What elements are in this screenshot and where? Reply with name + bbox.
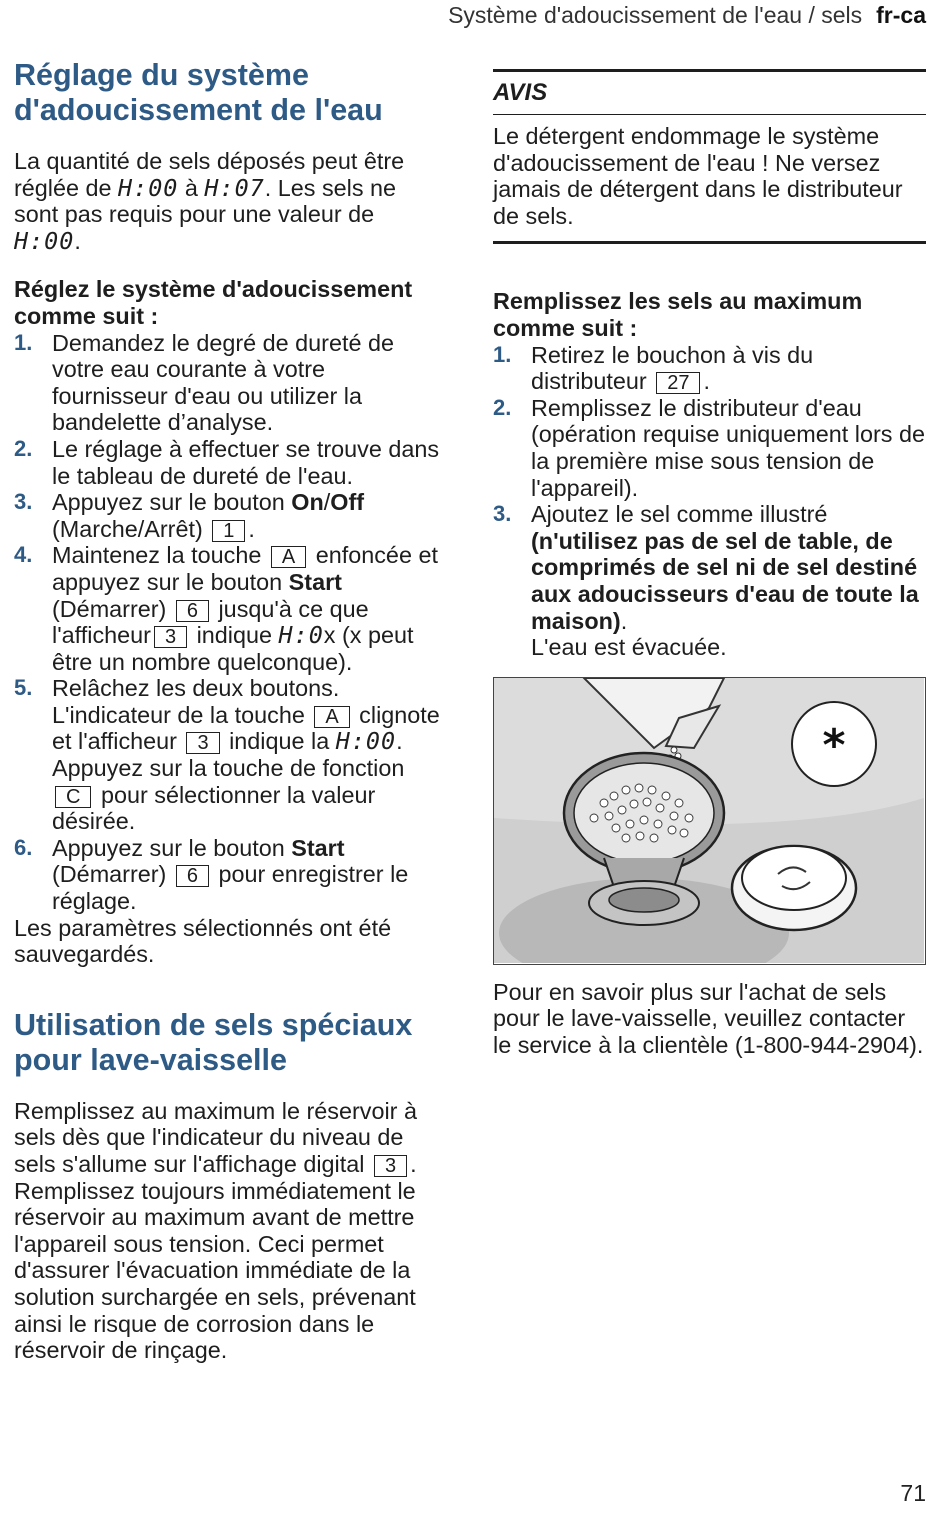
key-reference-box: A: [271, 546, 306, 568]
display-code: H:00: [118, 173, 179, 202]
refill-steps-list: [493, 342, 926, 661]
step-item: 4. Maintenez la touche A enfoncée et appuyez sur le bouton Start (Démarrer) 6 jusqu'à ce que l'afficheur 3 indique H:0x (x peut être un nombre quelconque).: [14, 542, 438, 675]
step-number: 6.: [14, 834, 33, 860]
key-reference-box: 3: [374, 1155, 407, 1177]
step-item: 3. Ajoutez le sel comme illustré (n'utilisez pas de sel de table, de comprimés de sel ni de sel destiné aux adoucisseurs d'eau de toute la maison). L'eau est évacuée.: [493, 501, 919, 661]
running-header: [448, 2, 926, 29]
key-reference-box: 3: [186, 732, 219, 754]
step-number: 3.: [14, 489, 33, 515]
step-number: 4.: [14, 542, 33, 568]
asterisk-symbol: *: [822, 719, 846, 771]
procedure-lead: Réglez le système d'adoucissement comme suit :: [14, 276, 413, 329]
display-code: H:00: [14, 226, 75, 255]
key-reference-box: 1: [212, 520, 245, 542]
header-language-code: fr-ca: [876, 2, 926, 28]
settings-steps-list: [14, 330, 446, 915]
step-item: 2. Le réglage à effectuer se trouve dans le tableau de dureté de l'eau.: [14, 435, 440, 489]
purchase-info: Pour en savoir plus sur l'achat de sels pour le lave-vaisselle, veuillez contacter le service à la clientèle (1-800-944-2904).: [493, 978, 924, 1058]
step-number: 2.: [493, 394, 512, 420]
step-item: 5. Relâchez les deux boutons. L'indicateur de la touche A clignote et l'afficheur 3 indique la H:00. Appuyez sur la touche de fonction C pour sélectionner la valeur désirée.: [14, 675, 440, 835]
notice-text: Le détergent endommage le système d'adoucissement de l'eau ! Ne versez jamais de détergent dans le distributeur de sels.: [493, 123, 903, 229]
notice-title: AVIS: [493, 78, 926, 115]
refill-procedure-lead: Remplissez les sels au maximum comme suit :: [493, 288, 863, 341]
key-reference-box: 3: [154, 626, 187, 648]
header-section-title: Système d'adoucissement de l'eau / sels: [448, 2, 863, 28]
step-item: 2. Remplissez le distributeur d'eau (opération requise uniquement lors de la première mise sous tension de l'appareil).: [493, 394, 925, 501]
section-title-water-softener: Réglage du système d'adoucissement de l'eau: [14, 58, 383, 127]
intro-paragraph: La quantité de sels déposés peut être réglée de H:00 à H:07. Les sels ne sont pas requis pour une valeur de H:00.: [14, 148, 405, 255]
step-number: 5.: [14, 675, 33, 701]
section-title-special-salts: Utilisation de sels spéciaux pour lave-vaisselle: [14, 1007, 413, 1077]
key-reference-box: A: [314, 706, 349, 728]
key-reference-box: 6: [176, 600, 209, 622]
step-item: 1. Demandez le degré de dureté de votre eau courante à votre fournisseur d'eau ou utilizer la bandelette d’analyse.: [14, 329, 394, 436]
key-reference-box: 6: [176, 865, 209, 887]
salt-filling-illustration: [493, 677, 926, 965]
step-number: 1.: [14, 329, 33, 355]
step-item: 3. Appuyez sur le bouton On/Off (Marche/Arrêt) 1 .: [14, 489, 365, 542]
display-code: H:07: [204, 173, 265, 202]
salt-funnel-drawing: [494, 678, 924, 963]
page-number: 71: [900, 1480, 926, 1506]
key-reference-box: C: [55, 786, 91, 808]
display-code: H:0: [278, 621, 324, 650]
salt-refill-paragraph: Remplissez au maximum le réservoir à sels dès que l'indicateur du niveau de sels s'allume sur l'affichage digital 3 . Remplissez toujours immédiatement le réservoir au maximum avant de mettre l'appareil sous tension. Ceci permet d'assurer l'évacuation immédiate de la solution surchargée en sels, prévenant ainsi le risque de corrosion dans le réservoir de rinçage.: [14, 1097, 417, 1364]
settings-saved-note: Les paramètres sélectionnés ont été sauvegardés.: [14, 914, 392, 968]
step-item: 6. Appuyez sur le bouton Start (Démarrer) 6 pour enregistrer le réglage.: [14, 834, 409, 915]
right-column: [493, 58, 926, 1058]
step-item: 1. Retirez le bouchon à vis du distributeur 27 .: [493, 341, 814, 395]
key-reference-box: 27: [656, 372, 700, 394]
notice-box: [493, 69, 926, 244]
left-column: [14, 58, 446, 1364]
display-code: H:00: [335, 727, 397, 756]
step-number: 1.: [493, 341, 512, 367]
step-number: 2.: [14, 435, 33, 461]
step-number: 3.: [493, 501, 512, 527]
